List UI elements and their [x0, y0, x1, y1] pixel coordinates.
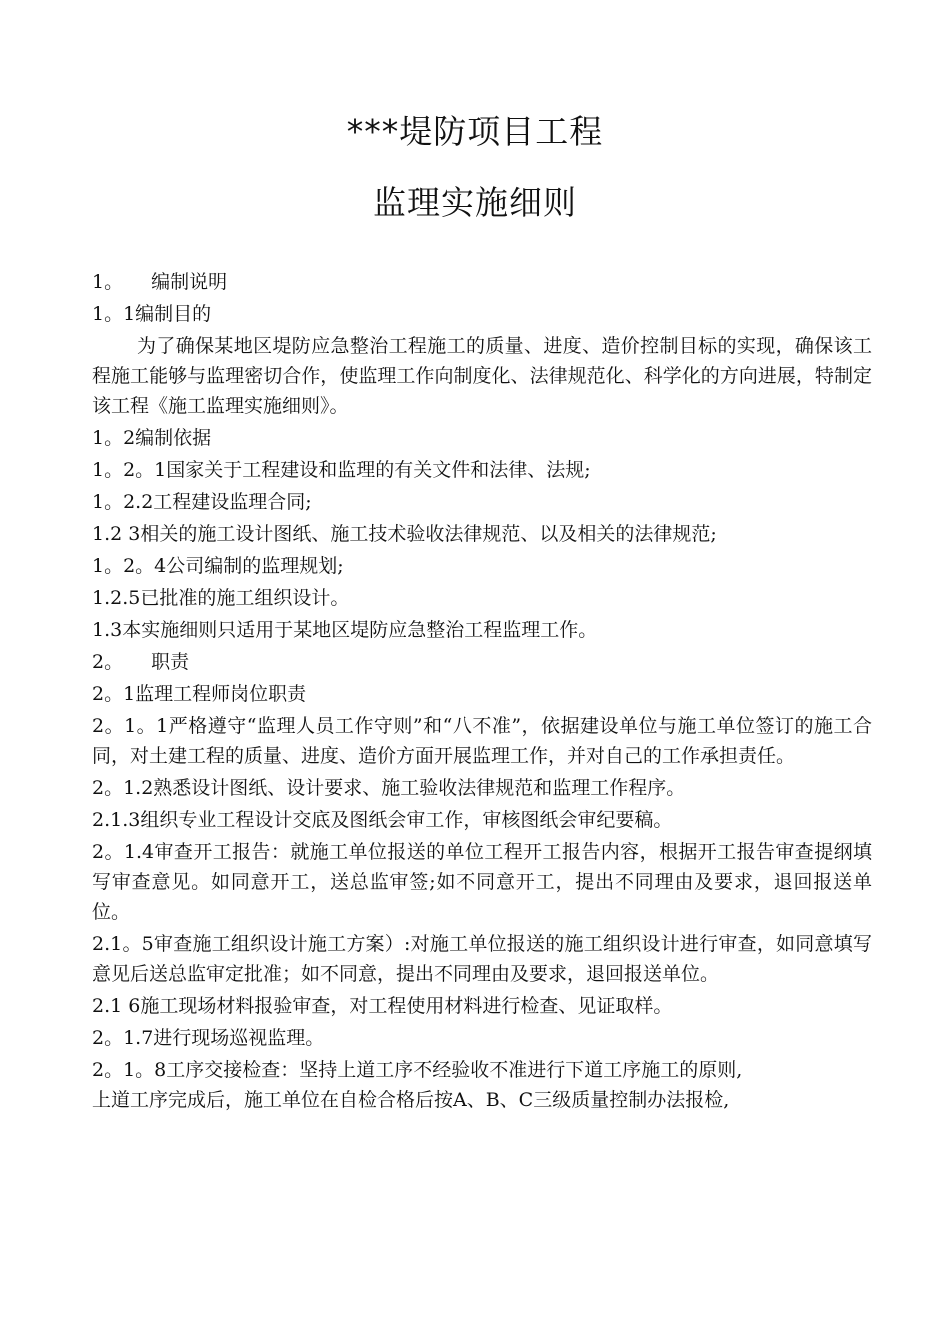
list-item: 1.2.5已批准的施工组织设计。	[92, 587, 350, 609]
list-item: 1.3本实施细则只适用于某地区堤防应急整治工程监理工作。	[92, 619, 598, 641]
document-subtitle: 监理实施细则	[373, 183, 577, 222]
list-item: 2.1 6施工现场材料报验审查，对工程使用材料进行检查、见证取样。	[92, 995, 673, 1017]
subsection-heading: 1。1编制目的	[92, 303, 212, 325]
section-number: 1。	[92, 271, 124, 293]
list-item-continued: 上道工序完成后，施工单位在自检合格后按A、B、C三级质量控制办法报检,	[92, 1089, 730, 1111]
list-item: 2。1。8工序交接检查：坚持上道工序不经验收不准进行下道工序施工的原则,	[92, 1059, 743, 1081]
document-title: ***堤防项目工程	[346, 112, 604, 151]
section-title: 职责	[151, 651, 190, 673]
list-item: 1。2。1国家关于工程建设和监理的有关文件和法律、法规;	[92, 459, 591, 481]
list-item: 1。2.2工程建设监理合同;	[92, 491, 312, 513]
list-item: 2。1.2熟悉设计图纸、设计要求、施工验收法律规范和监理工作程序。	[92, 777, 686, 799]
list-item: 2.1。5审查施工组织设计施工方案）:对施工单位报送的施工组织设计进行审查，如同意填写意见后送总监审定批准；如不同意，提出不同理由及要求，退回报送单位。	[92, 933, 872, 985]
section-heading-2	[92, 647, 872, 677]
paragraph: 为了确保某地区堤防应急整治工程施工的质量、进度、造价控制目标的实现，确保该工程施工能够与监理密切合作，使监理工作向制度化、法律规范化、科学化的方向进展，特制定该工程《施工监理实施细则》。	[92, 335, 872, 417]
section-heading-1	[92, 267, 872, 297]
subsection-heading: 1。2编制依据	[92, 427, 212, 449]
list-item: 1.2 3相关的施工设计图纸、施工技术验收法律规范、以及相关的法律规范;	[92, 523, 717, 545]
list-item: 2。1。1严格遵守“监理人员工作守则”和“八不准”，依据建设单位与施工单位签订的施工合同，对土建工程的质量、进度、造价方面开展监理工作，并对自己的工作承担责任。	[92, 715, 872, 767]
subsection-heading: 2。1监理工程师岗位职责	[92, 683, 307, 705]
list-item: 1。2。4公司编制的监理规划;	[92, 555, 344, 577]
list-item: 2。1.4审查开工报告：就施工单位报送的单位工程开工报告内容，根据开工报告审查提纲填写审查意见。如同意开工，送总监审签;如不同意开工，提出不同理由及要求，退回报送单位。	[92, 841, 872, 923]
list-item: 2.1.3组织专业工程设计交底及图纸会审工作，审核图纸会审纪要稿。	[92, 809, 673, 831]
list-item: 2。1.7进行现场巡视监理。	[92, 1027, 325, 1049]
section-number: 2。	[92, 651, 124, 673]
document-body	[92, 267, 872, 1117]
section-title: 编制说明	[151, 271, 228, 293]
